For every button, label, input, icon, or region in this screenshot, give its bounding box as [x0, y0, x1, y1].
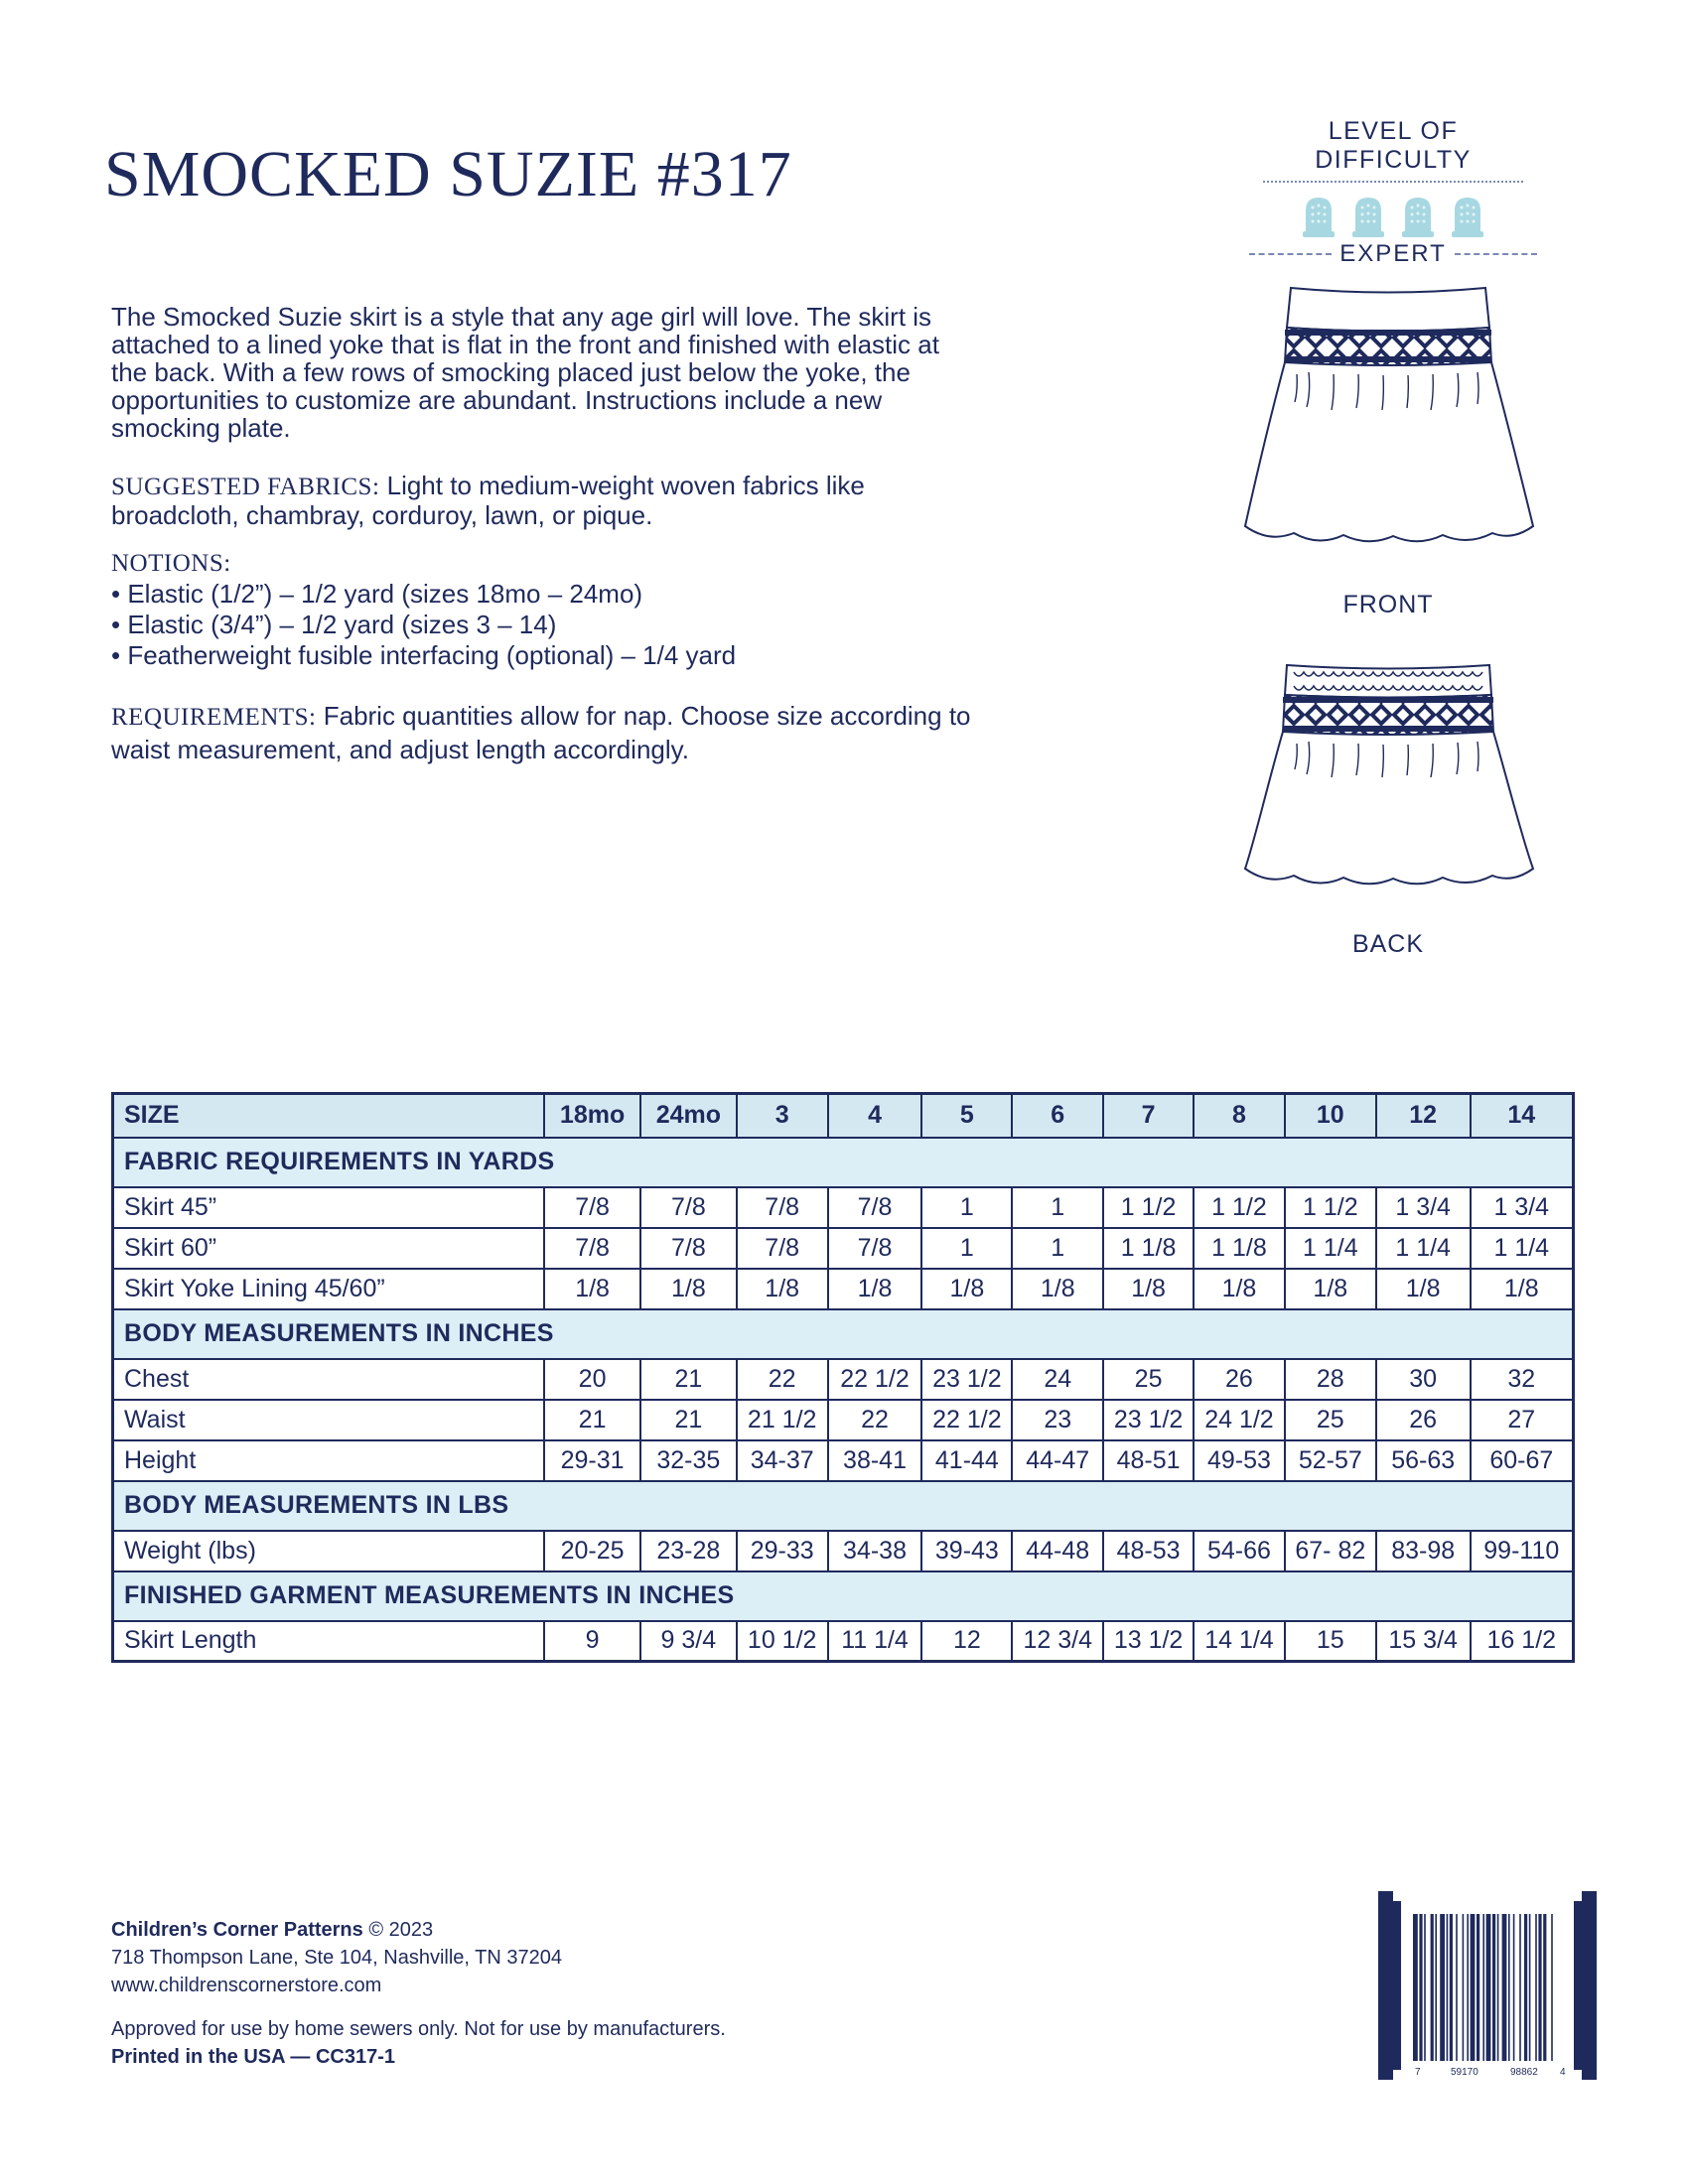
- table-cell: 1/8: [1471, 1269, 1574, 1309]
- table-cell: 7/8: [544, 1187, 640, 1228]
- table-cell: 1/8: [737, 1269, 828, 1309]
- table-cell: 34-38: [828, 1531, 922, 1571]
- table-cell: 23 1/2: [1103, 1400, 1194, 1440]
- size-header-cell: 12: [1376, 1094, 1471, 1138]
- size-header-cell: 10: [1285, 1094, 1376, 1138]
- table-cell: 22 1/2: [921, 1400, 1012, 1440]
- barcode-bar: [1486, 1914, 1491, 2061]
- table-cell: 21: [544, 1400, 640, 1440]
- table-cell: 1: [921, 1228, 1012, 1269]
- barcode-bar: [1424, 1914, 1426, 2061]
- table-cell: 11 1/4: [828, 1621, 922, 1662]
- table-cell: 20: [544, 1359, 640, 1400]
- copyright: © 2023: [362, 1919, 434, 1941]
- table-cell: 15: [1285, 1621, 1376, 1662]
- difficulty-left-dash: [1249, 253, 1332, 255]
- company-address: 718 Thompson Lane, Ste 104, Nashville, TN 37204: [111, 1947, 563, 1969]
- notions-label: NOTIONS:: [111, 550, 231, 577]
- table-cell: 99-110: [1471, 1531, 1574, 1571]
- barcode-bar: [1551, 1914, 1553, 2061]
- difficulty-badge: [1249, 117, 1537, 268]
- barcode-bar: [1467, 1914, 1469, 2061]
- front-label: FRONT: [1342, 591, 1434, 618]
- notion-item: • Elastic (3/4”) – 1/2 yard (sizes 3 – 14): [111, 610, 985, 640]
- table-cell: 1 1/4: [1471, 1228, 1574, 1269]
- table-cell: 1 3/4: [1376, 1187, 1471, 1228]
- fabrics-text: Light to medium-weight woven fabrics like broadcloth, chambray, corduroy, lawn, or pique.: [111, 471, 865, 530]
- table-cell: 13 1/2: [1103, 1621, 1194, 1662]
- thimble-icon: [1449, 195, 1486, 238]
- table-cell: 7/8: [737, 1228, 828, 1269]
- table-cell: 1 1/4: [1285, 1228, 1376, 1269]
- difficulty-heading: LEVEL OF DIFFICULTY: [1315, 117, 1472, 174]
- table-row: [113, 1400, 1574, 1440]
- thimble-rating: [1249, 195, 1537, 238]
- notions: [111, 548, 985, 671]
- company-name: Children’s Corner Patterns: [111, 1919, 363, 1941]
- table-row: [113, 1269, 1574, 1309]
- table-cell: 1 1/2: [1285, 1187, 1376, 1228]
- table-cell: 9 3/4: [640, 1621, 737, 1662]
- size-chart-body: [113, 1138, 1574, 1662]
- table-cell: 54-66: [1194, 1531, 1285, 1571]
- table-cell: 44-47: [1012, 1440, 1103, 1481]
- pattern-description: The Smocked Suzie skirt is a style that any age girl will love. The skirt is attached to a lined yoke that is flat in the front and finished with elastic at the back. With a few rows of smocking placed just below the yoke, the opportunities to customize are abundant. Instructions include a new smocking plate.: [111, 302, 939, 443]
- printed-note: Printed in the USA — CC317-1: [111, 2046, 395, 2068]
- section-title: BODY MEASUREMENTS IN INCHES: [113, 1309, 1574, 1359]
- table-row: [113, 1531, 1574, 1571]
- table-cell: 30: [1376, 1359, 1471, 1400]
- notion-item: • Elastic (1/2”) – 1/2 yard (sizes 18mo – 24mo): [111, 579, 985, 610]
- difficulty-divider: [1263, 181, 1523, 183]
- barcode-bar: [1524, 1914, 1527, 2061]
- table-cell: 49-53: [1194, 1440, 1285, 1481]
- table-cell: 1 3/4: [1471, 1187, 1574, 1228]
- table-cell: 26: [1376, 1400, 1471, 1440]
- section-title: BODY MEASUREMENTS IN LBS: [113, 1481, 1574, 1531]
- size-chart-table: [111, 1092, 1575, 1663]
- table-cell: 7/8: [640, 1187, 737, 1228]
- row-label: Waist: [113, 1400, 545, 1440]
- table-cell: 52-57: [1285, 1440, 1376, 1481]
- barcode-bar: [1502, 1914, 1507, 2061]
- size-header-cell: 14: [1471, 1094, 1574, 1138]
- size-header-cell: 3: [737, 1094, 828, 1138]
- table-cell: 9: [544, 1621, 640, 1662]
- table-cell: 27: [1471, 1400, 1574, 1440]
- size-header-cell: 4: [828, 1094, 922, 1138]
- section-row: [113, 1571, 1574, 1621]
- section-row: [113, 1481, 1574, 1531]
- difficulty-right-dash: [1455, 253, 1537, 255]
- table-cell: 7/8: [640, 1228, 737, 1269]
- barcode-bar: [1508, 1914, 1510, 2061]
- table-cell: 32-35: [640, 1440, 737, 1481]
- table-cell: 1/8: [1285, 1269, 1376, 1309]
- table-cell: 48-53: [1103, 1531, 1194, 1571]
- barcode-digit-last: 4: [1560, 2067, 1566, 2078]
- barcode-graphic: [1373, 1886, 1602, 2085]
- size-header-row: [113, 1094, 1574, 1138]
- thimble-icon: [1349, 195, 1387, 238]
- table-cell: 12: [921, 1621, 1012, 1662]
- table-cell: 1/8: [921, 1269, 1012, 1309]
- skirt-back-illustration: [1239, 660, 1537, 958]
- barcode-bar: [1492, 1914, 1495, 2061]
- row-label: Skirt 60”: [113, 1228, 545, 1269]
- barcode-bar: [1450, 1914, 1453, 2061]
- back-label: BACK: [1351, 930, 1425, 958]
- table-cell: 22: [737, 1359, 828, 1400]
- table-cell: 1 1/4: [1376, 1228, 1471, 1269]
- footer: [111, 1916, 726, 2071]
- table-cell: 26: [1194, 1359, 1285, 1400]
- suggested-fabrics: [111, 472, 985, 529]
- table-cell: 1/8: [640, 1269, 737, 1309]
- barcode-digit-group1: 59170: [1451, 2067, 1478, 2078]
- barcode-bar: [1482, 1914, 1484, 2061]
- table-cell: 1/8: [1012, 1269, 1103, 1309]
- table-row: [113, 1228, 1574, 1269]
- requirements-label: REQUIREMENTS:: [111, 704, 317, 731]
- section-row: [113, 1309, 1574, 1359]
- barcode-bar: [1419, 1914, 1422, 2061]
- barcode-bar: [1529, 1914, 1531, 2061]
- barcode-digit-first: 7: [1415, 2067, 1421, 2078]
- table-row: [113, 1187, 1574, 1228]
- table-cell: 1/8: [1194, 1269, 1285, 1309]
- size-header-cell: 7: [1103, 1094, 1194, 1138]
- thimble-icon: [1300, 195, 1337, 238]
- barcode-bar: [1431, 1914, 1434, 2061]
- table-cell: 29-31: [544, 1440, 640, 1481]
- table-cell: 1/8: [544, 1269, 640, 1309]
- table-cell: 20-25: [544, 1531, 640, 1571]
- table-cell: 22 1/2: [828, 1359, 922, 1400]
- barcode-bar: [1543, 1914, 1546, 2061]
- row-label: Weight (lbs): [113, 1531, 545, 1571]
- size-header-label: SIZE: [113, 1094, 545, 1138]
- size-header-cell: 24mo: [640, 1094, 737, 1138]
- notions-list: [111, 579, 985, 671]
- table-cell: 1 1/8: [1103, 1228, 1194, 1269]
- table-cell: 1 1/8: [1194, 1228, 1285, 1269]
- thimble-icon: [1399, 195, 1437, 238]
- barcode-bar: [1477, 1914, 1479, 2061]
- table-cell: 7/8: [828, 1187, 922, 1228]
- barcode-digit-group2: 98862: [1510, 2067, 1538, 2078]
- table-cell: 1 1/2: [1194, 1187, 1285, 1228]
- table-cell: 23: [1012, 1400, 1103, 1440]
- requirements: [111, 700, 985, 765]
- difficulty-level-row: [1249, 240, 1537, 268]
- table-cell: 23-28: [640, 1531, 737, 1571]
- table-cell: 1: [1012, 1187, 1103, 1228]
- table-cell: 25: [1285, 1400, 1376, 1440]
- skirt-front-drawing: [1239, 283, 1537, 571]
- barcode-bar: [1471, 1914, 1476, 2061]
- table-cell: 32: [1471, 1359, 1574, 1400]
- table-cell: 7/8: [544, 1228, 640, 1269]
- barcode-bar: [1413, 1914, 1418, 2061]
- table-row: [113, 1440, 1574, 1481]
- pattern-title: SMOCKED SUZIE #317: [104, 138, 792, 210]
- size-header-cell: 6: [1012, 1094, 1103, 1138]
- section-row: [113, 1138, 1574, 1187]
- section-title: FINISHED GARMENT MEASUREMENTS IN INCHES: [113, 1571, 1574, 1621]
- table-cell: 22: [828, 1400, 922, 1440]
- barcode-bar: [1538, 1914, 1541, 2061]
- table-cell: 41-44: [921, 1440, 1012, 1481]
- table-cell: 24: [1012, 1359, 1103, 1400]
- row-label: Skirt Length: [113, 1621, 545, 1662]
- size-header-cell: 18mo: [544, 1094, 640, 1138]
- table-cell: 67- 82: [1285, 1531, 1376, 1571]
- requirements-text: Fabric quantities allow for nap. Choose size according to waist measurement, and adjust length accordingly.: [111, 701, 971, 764]
- table-row: [113, 1359, 1574, 1400]
- table-cell: 15 3/4: [1376, 1621, 1471, 1662]
- row-label: Chest: [113, 1359, 545, 1400]
- table-cell: 1/8: [1103, 1269, 1194, 1309]
- row-label: Skirt 45”: [113, 1187, 545, 1228]
- section-title: FABRIC REQUIREMENTS IN YARDS: [113, 1138, 1574, 1187]
- table-cell: 24 1/2: [1194, 1400, 1285, 1440]
- barcode-bar: [1456, 1914, 1458, 2061]
- table-cell: 16 1/2: [1471, 1621, 1574, 1662]
- table-cell: 25: [1103, 1359, 1194, 1400]
- table-cell: 44-48: [1012, 1531, 1103, 1571]
- table-cell: 23 1/2: [921, 1359, 1012, 1400]
- barcode-bar: [1447, 1914, 1449, 2061]
- table-cell: 10 1/2: [737, 1621, 828, 1662]
- barcode-bar: [1535, 1914, 1537, 2061]
- company-website[interactable]: www.childrenscornerstore.com: [111, 1975, 382, 1996]
- size-header-cell: 5: [921, 1094, 1012, 1138]
- table-cell: 21 1/2: [737, 1400, 828, 1440]
- barcode: [1373, 1886, 1602, 2085]
- table-cell: 7/8: [737, 1187, 828, 1228]
- difficulty-level: EXPERT: [1339, 240, 1447, 267]
- table-cell: 21: [640, 1359, 737, 1400]
- company-line: [111, 1916, 726, 1944]
- table-cell: 60-67: [1471, 1440, 1574, 1481]
- table-cell: 1: [921, 1187, 1012, 1228]
- size-header-cell: 8: [1194, 1094, 1285, 1138]
- table-cell: 48-51: [1103, 1440, 1194, 1481]
- table-cell: 83-98: [1376, 1531, 1471, 1571]
- table-cell: 28: [1285, 1359, 1376, 1400]
- notion-item: • Featherweight fusible interfacing (optional) – 1/4 yard: [111, 640, 985, 671]
- table-cell: 38-41: [828, 1440, 922, 1481]
- table-cell: 12 3/4: [1012, 1621, 1103, 1662]
- table-cell: 1/8: [828, 1269, 922, 1309]
- table-cell: 7/8: [828, 1228, 922, 1269]
- barcode-bar: [1497, 1914, 1499, 2061]
- barcode-bar: [1513, 1914, 1515, 2061]
- table-row: [113, 1621, 1574, 1662]
- table-cell: 21: [640, 1400, 737, 1440]
- approval-note: Approved for use by home sewers only. Not for use by manufacturers.: [111, 2018, 726, 2040]
- table-cell: 1 1/2: [1103, 1187, 1194, 1228]
- table-cell: 1/8: [1376, 1269, 1471, 1309]
- row-label: Skirt Yoke Lining 45/60”: [113, 1269, 545, 1309]
- skirt-front-illustration: [1239, 283, 1537, 618]
- table-cell: 39-43: [921, 1531, 1012, 1571]
- table-cell: 14 1/4: [1194, 1621, 1285, 1662]
- row-label: Height: [113, 1440, 545, 1481]
- barcode-bar: [1519, 1914, 1521, 2061]
- barcode-bar: [1440, 1914, 1445, 2061]
- skirt-back-drawing: [1239, 660, 1537, 908]
- table-cell: 34-37: [737, 1440, 828, 1481]
- table-cell: 29-33: [737, 1531, 828, 1571]
- table-cell: 1: [1012, 1228, 1103, 1269]
- barcode-bar: [1463, 1914, 1465, 2061]
- barcode-bar: [1435, 1914, 1437, 2061]
- table-cell: 56-63: [1376, 1440, 1471, 1481]
- fabrics-label: SUGGESTED FABRICS:: [111, 474, 380, 500]
